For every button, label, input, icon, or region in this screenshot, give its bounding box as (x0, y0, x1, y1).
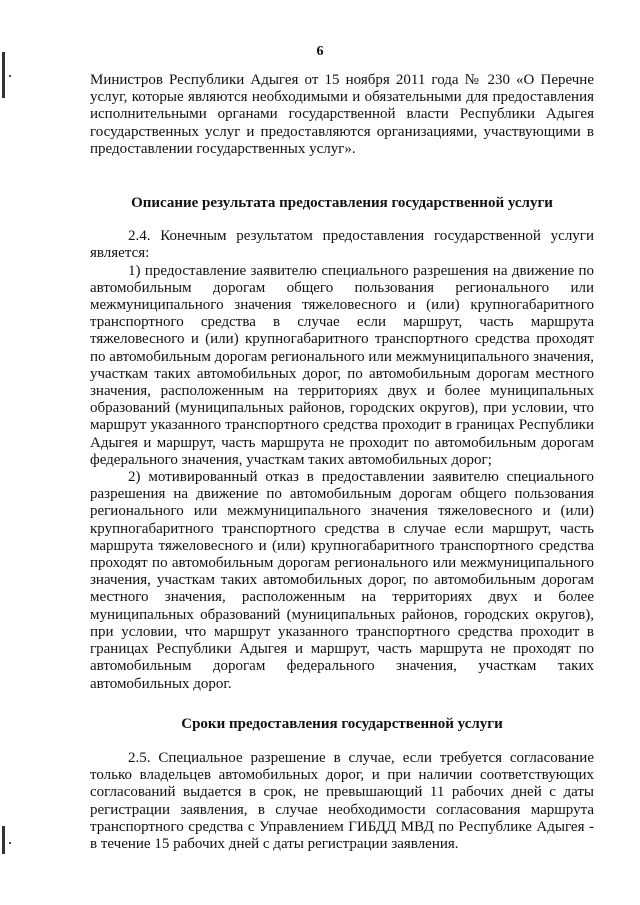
paragraph-2-4: 2.4. Конечным результатом предоставления государственной услуги является: (90, 228, 594, 262)
scan-edge-mark (2, 826, 5, 854)
scan-speck (9, 75, 11, 77)
list-item-1: 1) предоставление заявителю специального разрешения на движение по автомобильным дорогам общего пользования регионального или межмуниципального значения тяжеловесного и (или) крупногабаритного транспортного средства в случае если маршрут, часть маршрута тяжеловесного и (или) крупногабаритного транспортного средства проходят по автомобильным дорогам регионального или межмуниципального значения, участкам таких автомобильных дорог, по автомобильным дорогам местного значения, расположенным на территориях двух и более муниципальных образований (муниципальных районов, городских округов), при условии, что маршрут указанного транспортного средства проходит в границах Республики Адыгея и маршрут, часть маршрута не проходит по автомобильным дорогам федерального значения, участкам таких автомобильных дорог; (90, 262, 594, 468)
scan-speck (9, 842, 11, 844)
intro-paragraph: Министров Республики Адыгея от 15 ноября 2011 года № 230 «О Перечне услуг, которые являются необходимыми и обязательными для предоставления исполнительными органами государственной власти Республики Адыгея государственных услуг и предоставляются организациями, участвующими в предоставлении государственных услуг». (90, 72, 594, 157)
document-body (90, 72, 594, 853)
section-heading-terms: Сроки предоставления государственной услуги (181, 715, 503, 732)
list-item-2: 2) мотивированный отказ в предоставлении заявителю специального разрешения на движение по автомобильным дорогам общего пользования регионального или межмуниципального значения тяжеловесного и (или) крупногабаритного транспортного средства в случае если маршрут, часть маршрута тяжеловесного и (или) крупногабаритного транспортного средства проходят по автомобильным дорогам регионального или межмуниципального значения, участкам таких автомобильных дорог, по автомобильным дорогам местного значения, расположенным на территориях двух и более муниципальных образований (муниципальных районов, городских округов), при условии, что маршрут указанного транспортного средства проходит в границах Республики Адыгея и маршрут, часть маршрута не проходят по автомобильным дорогам федерального значения, участкам таких автомобильных дорог. (90, 469, 594, 692)
paragraph-2-5: 2.5. Специальное разрешение в случае, если требуется согласование только владельцев автомобильных дорог, и при наличии соответствующих согласований выдается в срок, не превышающий 11 рабочих дней с даты регистрации заявления, в случае необходимости согласования маршрута транспортного средства с Управлением ГИБДД МВД по Республике Адыгея - в течение 15 рабочих дней с даты регистрации заявления. (90, 749, 594, 852)
section-heading-result: Описание результата предоставления государственной услуги (131, 195, 553, 212)
page-number: 6 (316, 44, 324, 59)
